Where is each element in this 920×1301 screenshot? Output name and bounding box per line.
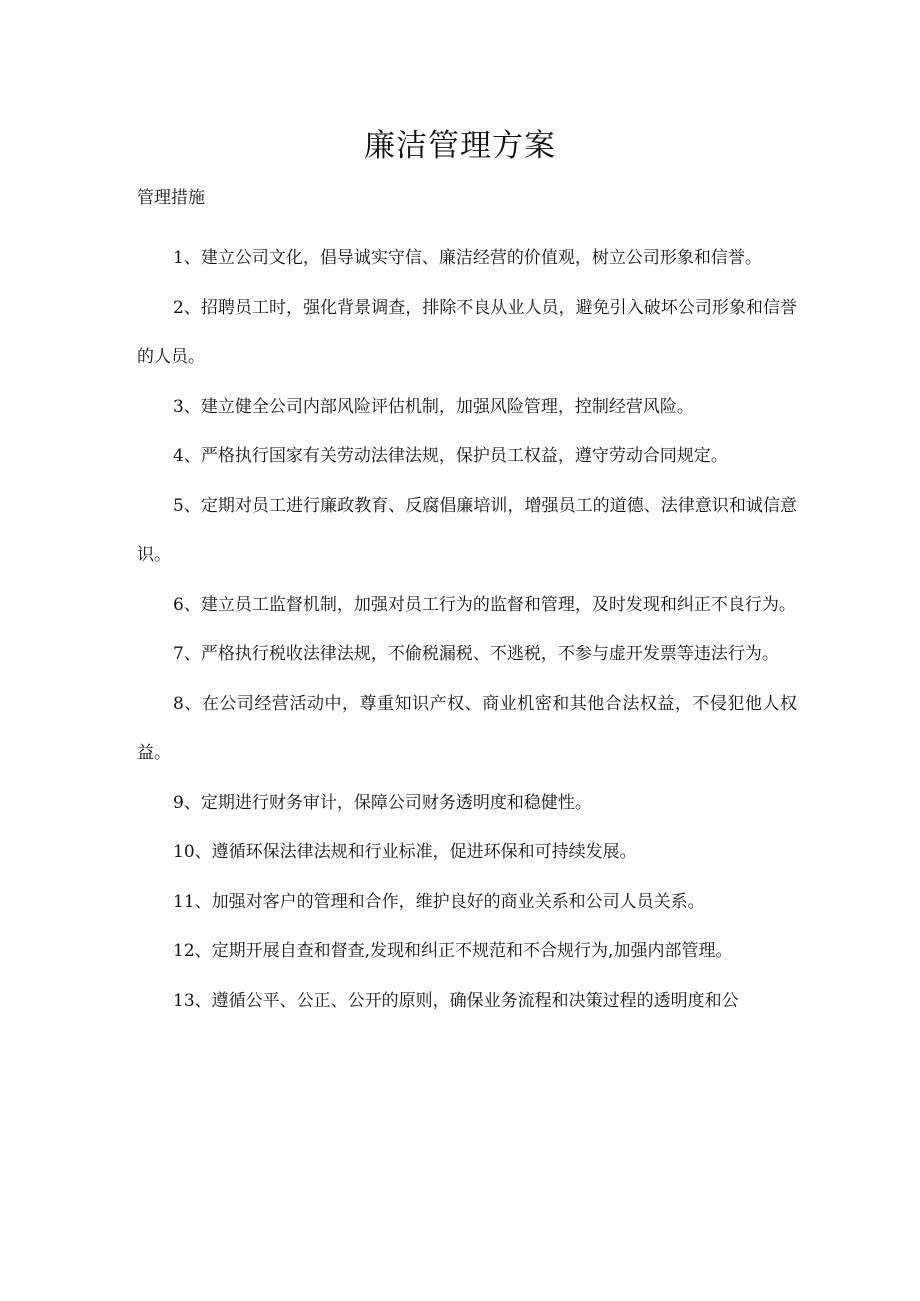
document-title: 廉洁管理方案	[364, 128, 556, 164]
paragraph-13: 13、遵循公平、公正、公开的原则，确保业务流程和决策过程的透明度和公	[173, 990, 739, 1011]
paragraph-9: 9、定期进行财务审计，保障公司财务透明度和稳健性。	[173, 792, 592, 813]
paragraph-2: 2、招聘员工时，强化背景调查，排除不良从业人员，避免引入破坏公司形象和信誉的人员。	[137, 297, 797, 367]
paragraph-1: 1、建立公司文化，倡导诚实守信、廉洁经营的价值观，树立公司形象和信誉。	[173, 248, 762, 268]
paragraph-5: 5、定期对员工进行廉政教育、反腐倡廉培训，增强员工的道德、法律意识和诚信意识。	[137, 495, 797, 565]
paragraph-12: 12、定期开展自查和督查,发现和纠正不规范和不合规行为,加强内部管理。	[173, 941, 733, 961]
paragraph-7: 7、严格执行税收法律法规，不偷税漏税、不逃税，不参与虚开发票等违法行为。	[173, 644, 779, 664]
paragraph-6: 6、建立员工监督机制，加强对员工行为的监督和管理，及时发现和纠正不良行为。	[173, 594, 796, 615]
paragraph-8: 8、在公司经营活动中，尊重知识产权、商业机密和其他合法权益，不侵犯他人权益。	[137, 693, 797, 763]
section-heading: 管理措施	[137, 188, 205, 208]
document-body	[137, 234, 797, 1026]
paragraph-11: 11、加强对客户的管理和合作，维护良好的商业关系和公司人员关系。	[173, 891, 705, 912]
paragraph-4: 4、严格执行国家有关劳动法律法规，保护员工权益，遵守劳动合同规定。	[173, 446, 728, 466]
paragraph-3: 3、建立健全公司内部风险评估机制，加强风险管理，控制经营风险。	[173, 396, 694, 417]
paragraph-10: 10、遵循环保法律法规和行业标准，促进环保和可持续发展。	[173, 842, 637, 862]
